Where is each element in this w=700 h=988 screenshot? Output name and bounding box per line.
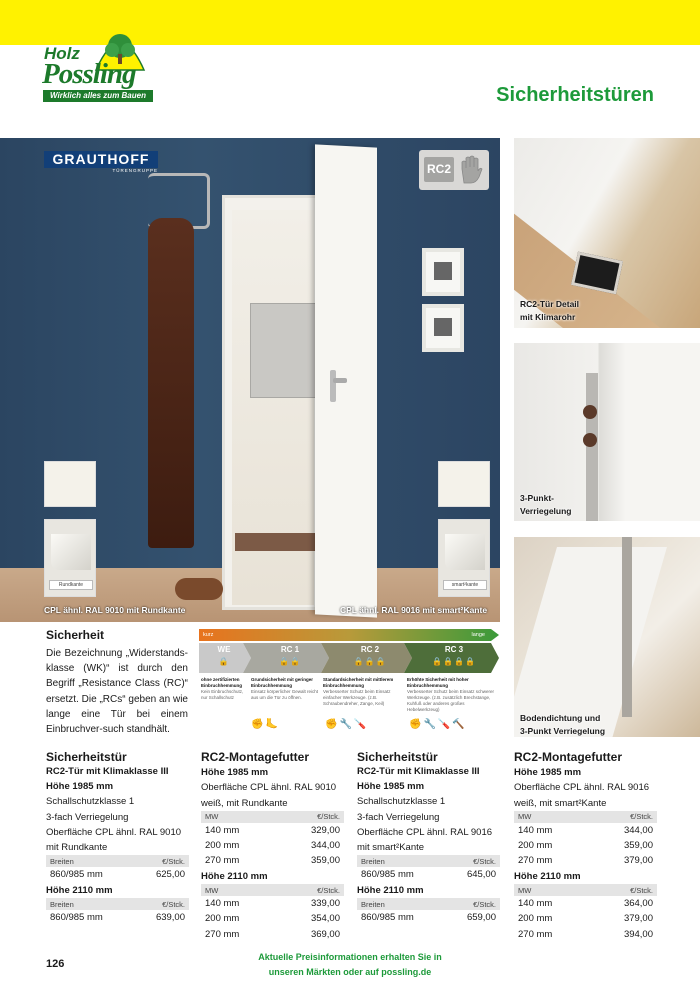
rc-desc-rc1: Grundsicherheit mit geringer Einbruchhemmung Einsatz körperlicher Gewalt reicht aus um die Tür zu öffnen. xyxy=(251,677,319,700)
rc-desc-we: ohne zertifizierten Einbruchhemmung Kein Einbruchschutz, nur Schallschutz xyxy=(201,677,244,700)
logo-possling-text: Possling xyxy=(42,58,136,90)
edge-sample-smartkante xyxy=(438,519,490,597)
table-row: 140 mm 339,00 xyxy=(205,898,340,910)
rc-column-we: WE 🔒 xyxy=(217,645,231,666)
product-height: Höhe 1985 mm xyxy=(514,767,582,778)
color-swatch-9010 xyxy=(44,461,96,507)
price-table-2110: Breiten €/Stck. 860/985 mm 659,00 xyxy=(357,898,500,925)
detail-photo-bodendichtung xyxy=(514,537,700,737)
product-title: RC2-Montagefutter xyxy=(514,750,622,764)
price-info-note: Aktuelle Preisinformationen erhalten Sie in unseren Märkten oder auf possling.de xyxy=(258,952,442,977)
table-row: 200 mm 379,00 xyxy=(518,913,653,925)
edge-sample-rundkante xyxy=(44,519,96,597)
handle-plate xyxy=(330,370,336,402)
table-row: 140 mm 344,00 xyxy=(518,824,653,836)
table-row: 200 mm 344,00 xyxy=(205,840,340,852)
product-spec: Schallschutzklasse 1 xyxy=(357,796,446,808)
hand-icon xyxy=(457,155,485,185)
rc-column-rc2: RC 2 🔒🔒🔒 xyxy=(353,645,387,666)
table-row: 140 mm 329,00 xyxy=(205,824,340,836)
sicherheit-description: Die Bezeichnung „Widerstands-klasse (WK)“ ist durch den Begriff „Resistance Class (RC)“ ersetzt. Die „RCs“ geben an wie lange eine Tür bei einem Einbruchver-such standhält. xyxy=(46,648,188,736)
price-table-1985: MW €/Stck. 140 mm 329,00 200 mm 344,00 270 mm 359,00 xyxy=(201,811,344,869)
grauthoff-logo xyxy=(44,151,158,173)
rc2-badge xyxy=(419,150,489,190)
price-table-2110: MW €/Stck. 140 mm 364,00 200 mm 379,00 270 mm 394,00 xyxy=(514,884,657,942)
edge-label-smartkante: smart²kante xyxy=(443,580,487,590)
table-row: 860/985 mm 625,00 xyxy=(50,869,185,881)
product-spec: 3-fach Verriegelung xyxy=(46,811,129,823)
table-row: 270 mm 359,00 xyxy=(205,855,340,867)
product-spec: Schallschutzklasse 1 xyxy=(46,796,135,808)
arrow-label-lange: lange xyxy=(471,632,485,638)
logo-holz-text: Holz xyxy=(44,44,80,63)
shoes xyxy=(175,578,223,600)
arrow-label-kurz: kurz xyxy=(203,632,214,638)
rc2-badge-label: RC2 xyxy=(424,157,454,182)
door-handle xyxy=(333,378,347,383)
table-row: 200 mm 359,00 xyxy=(518,840,653,852)
product-title: Sicherheitstür xyxy=(357,750,438,764)
product-spec: weiß, mit Rundkante xyxy=(201,797,288,809)
possling-logo[interactable] xyxy=(40,30,155,102)
price-table-2110: MW €/Stck. 140 mm 339,00 200 mm 354,00 270 mm 369,00 xyxy=(201,884,344,942)
grauthoff-name: GRAUTHOFF xyxy=(44,151,158,168)
page-title: Sicherheitstüren xyxy=(496,84,654,106)
product-montagefutter-9010 xyxy=(201,749,344,942)
rc-desc-rc3: Erhöhte Sicherheit mit hoher Einbruchhemmung Verbesserter Schutz beim Einsatz schwerer Werkzeuge. (z.B. zusätzlich Brechstange, Kuhfuß oder anderes großes Hebelwerkzeug) xyxy=(407,677,495,712)
caption-3-punkt: 3-Punkt- Verriegelung xyxy=(520,493,572,516)
product-spec: Oberfläche CPL ähnl. RAL 9016 xyxy=(514,782,650,794)
product-height: Höhe 2110 mm xyxy=(514,870,581,882)
product-subtitle: RC2-Tür mit Klimaklasse III xyxy=(46,766,169,777)
product-height: Höhe 2110 mm xyxy=(46,884,113,896)
grauthoff-sub: TÜRENGRUPPE xyxy=(112,168,158,173)
product-height: Höhe 1985 mm xyxy=(357,781,425,792)
rc-desc-rc2: Standardsicherheit mit mittlerem Einbruchhemmung Verbesserter Schutz beim Einsatz einfacher Werkzeuge. (z.B. Schraubendreher, Zange, Keil) xyxy=(323,677,394,706)
table-row: 860/985 mm 645,00 xyxy=(361,869,496,881)
tools-icons-rc1: ✊🦶 xyxy=(251,719,280,730)
caption-left: CPL ähnl. RAL 9010 mit Rundkante xyxy=(44,605,186,615)
product-spec: mit smart²Kante xyxy=(357,842,425,854)
mailbox xyxy=(250,303,320,398)
product-sicherheitstuer-9016 xyxy=(357,749,500,925)
scarf xyxy=(148,218,194,548)
table-row: 270 mm 379,00 xyxy=(518,855,653,867)
product-spec: Oberfläche CPL ähnl. RAL 9016 xyxy=(357,826,493,838)
duration-arrow xyxy=(199,629,499,641)
tools-icons-rc2: ✊🔧🪛 xyxy=(325,719,369,730)
main-door-photo xyxy=(0,138,500,622)
caption-bodendichtung: Bodendichtung und 3-Punkt Verriegelung xyxy=(520,713,606,736)
table-row: 200 mm 354,00 xyxy=(205,913,340,925)
price-table-1985: MW €/Stck. 140 mm 344,00 200 mm 359,00 270 mm 379,00 xyxy=(514,811,657,869)
caption-right: CPL ähnl. RAL 9016 mit smart²Kante xyxy=(340,605,488,615)
table-row: 140 mm 364,00 xyxy=(518,898,653,910)
product-height: Höhe 2110 mm xyxy=(357,884,424,896)
product-spec: weiß, mit smart²Kante xyxy=(514,797,607,809)
product-montagefutter-9016 xyxy=(514,749,657,942)
table-row: 860/985 mm 639,00 xyxy=(50,912,185,924)
edge-label-rundkante: Rundkante xyxy=(49,580,93,590)
price-table-2110: Breiten €/Stck. 860/985 mm 639,00 xyxy=(46,898,189,925)
product-title: RC2-Montagefutter xyxy=(201,750,309,764)
rc-column-rc1: RC 1 🔒🔒 xyxy=(279,645,301,666)
product-height: Höhe 1985 mm xyxy=(46,781,114,792)
table-row: 270 mm 369,00 xyxy=(205,928,340,940)
rc-class-diagram xyxy=(199,629,499,737)
product-height: Höhe 2110 mm xyxy=(201,870,268,882)
price-table-1985: Breiten €/Stck. 860/985 mm 625,00 xyxy=(46,855,189,882)
table-row: 270 mm 394,00 xyxy=(518,928,653,940)
product-title: Sicherheitstür xyxy=(46,750,127,764)
product-height: Höhe 1985 mm xyxy=(201,767,269,778)
picture-frame xyxy=(422,304,464,352)
floor-runner xyxy=(235,533,315,551)
color-swatch-9016 xyxy=(438,461,490,507)
product-spec: 3-fach Verriegelung xyxy=(357,811,440,823)
product-spec: Oberfläche CPL ähnl. RAL 9010 xyxy=(201,782,337,794)
product-sicherheitstuer-9010 xyxy=(46,749,189,925)
section-title-sicherheit: Sicherheit xyxy=(46,628,105,642)
product-spec: mit Rundkante xyxy=(46,842,108,854)
price-table-1985: Breiten €/Stck. 860/985 mm 645,00 xyxy=(357,855,500,882)
product-subtitle: RC2-Tür mit Klimaklasse III xyxy=(357,766,480,777)
tools-icons-rc3: ✊🔧🪛🔨 xyxy=(409,719,467,730)
product-spec: Oberfläche CPL ähnl. RAL 9010 xyxy=(46,826,182,838)
page-number: 126 xyxy=(46,958,65,970)
table-row: 860/985 mm 659,00 xyxy=(361,912,496,924)
logo-slogan: Wirklich alles zum Bauen xyxy=(43,90,153,102)
caption-detail-klimarohr: RC2-Tür Detail mit Klimarohr xyxy=(520,299,580,322)
picture-frame xyxy=(422,248,464,296)
rc-column-rc3: RC 3 🔒🔒🔒🔒 xyxy=(432,645,476,666)
